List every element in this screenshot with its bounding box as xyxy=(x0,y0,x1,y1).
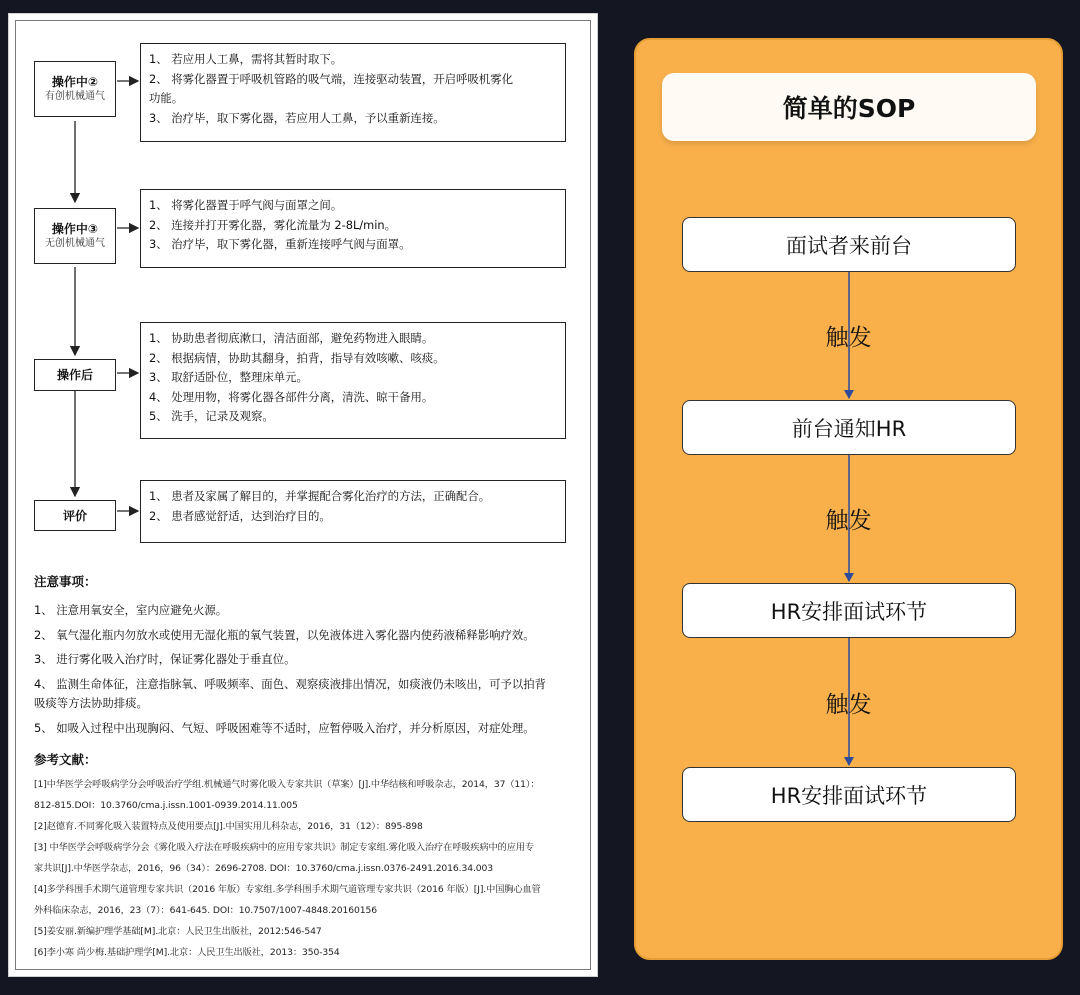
sop-edge-label-3: 触发 xyxy=(825,692,872,718)
sop-arrowhead-3 xyxy=(844,757,854,766)
reference-item: 家共识[J].中华医学杂志，2016，96（34）：2696-2708. DOI：10.3760/cma.j.issn.0376-2491.2016.34.003 xyxy=(34,863,494,874)
step-title: 操作后 xyxy=(56,368,93,382)
step-title: 操作中② xyxy=(51,75,99,89)
sop-node-3: HR安排面试环节 xyxy=(682,583,1016,638)
sop-arrowhead-2 xyxy=(844,573,854,582)
sop-panel xyxy=(634,38,1063,960)
step-box-during-noninvasive xyxy=(34,208,116,264)
detail-box-during-invasive xyxy=(140,43,566,142)
detail-line: 2、 患者感觉舒适，达到治疗目的。 xyxy=(149,508,331,523)
detail-line: 2、 根据病情，协助其翻身，拍背，指导有效咳嗽、咳痰。 xyxy=(149,350,445,365)
reference-item: [6]李小寒 尚少梅.基础护理学[M].北京：人民卫生出版社，2013：350-354 xyxy=(34,947,340,958)
detail-line: 4、 处理用物，将雾化器各部件分离，清洗、晾干备用。 xyxy=(149,389,434,404)
step-box-evaluation xyxy=(34,500,116,531)
step-title: 操作中③ xyxy=(51,222,99,236)
sop-node-4: HR安排面试环节 xyxy=(682,767,1016,822)
detail-line: 3、 治疗毕，取下雾化器，若应用人工鼻，予以重新连接。 xyxy=(149,110,445,125)
notes-list xyxy=(34,601,594,738)
note-item: 2、 氧气湿化瓶内勿放水或使用无湿化瓶的氧气装置，以免液体进入雾化器内使药液稀释影响疗效。 xyxy=(34,627,535,642)
detail-box-after xyxy=(140,322,566,439)
step-box-during-invasive xyxy=(34,61,116,117)
note-item: 5、 如吸入过程中出现胸闷、气短、呼吸困难等不适时，应暂停吸入治疗，并分析原因，对症处理。 xyxy=(34,720,535,735)
sop-node-2: 前台通知HR xyxy=(682,400,1016,455)
detail-line: 功能。 xyxy=(149,91,184,105)
sop-arrowhead-1 xyxy=(844,390,854,399)
references-heading: 参考文献： xyxy=(34,752,97,767)
note-item: 4、 监测生命体征，注意指脉氧、呼吸频率、面色、观察痰液排出情况，如痰液仍未咳出，可予以拍背 xyxy=(34,676,547,691)
detail-line: 1、 患者及家属了解目的，并掌握配合雾化治疗的方法，正确配合。 xyxy=(149,489,491,503)
sop-title: 简单的SOP xyxy=(662,73,1036,141)
detail-line: 1、 若应用人工鼻，需将其暂时取下。 xyxy=(149,52,343,66)
sop-edge-label-2: 触发 xyxy=(825,508,872,534)
reference-item: 812-815.DOI：10.3760/cma.j.issn.1001-0939.2014.11.005 xyxy=(34,800,298,811)
detail-line: 2、 将雾化器置于呼吸机管路的吸气端，连接驱动装置，开启呼吸机雾化 xyxy=(149,71,513,86)
detail-line: 3、 治疗毕，取下雾化器，重新连接呼气阀与面罩。 xyxy=(149,237,411,251)
reference-item: [3] 中华医学会呼吸病学分会《雾化吸入疗法在呼吸疾病中的应用专家共识》制定专家组.雾化吸入治疗在呼吸疾病中的应用专 xyxy=(34,842,534,853)
detail-box-during-noninvasive xyxy=(140,189,566,268)
sop-node-1: 面试者来前台 xyxy=(682,217,1016,272)
step-title: 评价 xyxy=(62,508,87,523)
reference-item: [5]姜安丽.新编护理学基础[M].北京：人民卫生出版社，2012:546-547 xyxy=(34,926,322,937)
detail-line: 1、 协助患者彻底漱口，清洁面部，避免药物进入眼睛。 xyxy=(149,331,434,345)
detail-line: 5、 洗手，记录及观察。 xyxy=(149,409,274,423)
document-frame xyxy=(15,20,591,970)
sop-edge-label-1: 触发 xyxy=(825,325,872,351)
detail-line: 2、 连接并打开雾化器，雾化流量为 2-8L/min。 xyxy=(149,217,397,232)
note-item: 1、 注意用氧安全，室内应避免火源。 xyxy=(34,603,228,617)
detail-box-evaluation xyxy=(140,480,566,543)
reference-item: [1]中华医学会呼吸病学分会呼吸治疗学组.机械通气时雾化吸入专家共识（草案）[J].中华结核和呼吸杂志，2014，37（11）： xyxy=(34,779,540,790)
step-subtitle: 无创机械通气 xyxy=(45,238,105,249)
nebulization-procedure-document xyxy=(8,13,598,977)
notes-heading: 注意事项： xyxy=(34,574,97,589)
reference-item: 外科临床杂志，2016，23（7）：641-645. DOI：10.7507/1007-4848.20160156 xyxy=(34,905,377,916)
reference-item: [2]赵德育.不同雾化吸入装置特点及使用要点[J].中国实用儿科杂志，2016，31（12）：895-898 xyxy=(34,821,423,832)
references-list xyxy=(34,774,599,963)
note-item: 吸痰等方法协助排痰。 xyxy=(34,696,148,710)
reference-item: [4]多学科围手术期气道管理专家共识（2016 年版）专家组.多学科围手术期气道管理专家共识（2016 年版）[J].中国胸心血管 xyxy=(34,884,541,895)
note-item: 3、 进行雾化吸入治疗时，保证雾化器处于垂直位。 xyxy=(34,652,296,666)
detail-line: 3、 取舒适卧位，整理床单元。 xyxy=(149,370,308,384)
step-box-after xyxy=(34,359,116,391)
step-subtitle: 有创机械通气 xyxy=(45,91,105,102)
detail-line: 1、 将雾化器置于呼气阀与面罩之间。 xyxy=(149,198,343,212)
